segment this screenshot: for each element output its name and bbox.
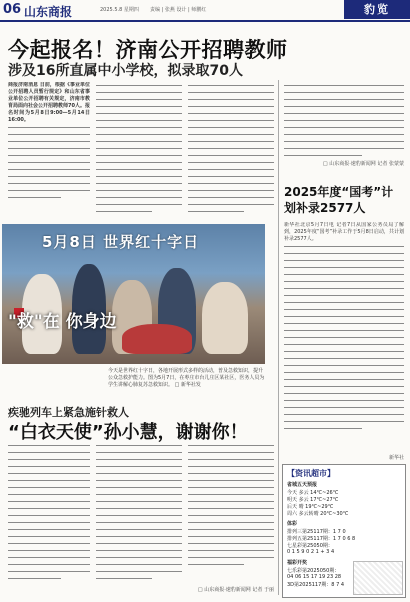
main-story-lead: 商报济南消息 日前，根据《事业单位公开招聘人员暂行规定》和山东省事业单位公开招聘有关规定，济南市教育局面向社会公开招聘教师70人。报名时间为5月8日9:00—5月14日16:00。: [8, 82, 90, 123]
welfare-lottery-row: 七乐彩第2025050期：: [287, 568, 340, 574]
body-text-lines: [284, 82, 404, 159]
main-subhead: 涉及16所直属中小学校，拟录取70人: [8, 63, 243, 79]
weather-row: 周六 多云转晴 20℃~30℃: [287, 511, 349, 517]
lottery-title: 体彩: [287, 521, 298, 527]
sidebar-headline: 2025年度“国考”计划补录2577人: [284, 185, 394, 215]
main-story-byline: □ 山东商报·速豹新闻网 记者 张蒙蒙: [322, 161, 404, 167]
main-story-column-4: [284, 82, 404, 172]
welfare-lottery-title: 福彩开奖: [287, 560, 308, 566]
body-text-lines: [96, 82, 182, 215]
editor-credits: 责编 | 张燕 设计 | 师鹏红: [150, 7, 207, 13]
story2-column-2: [96, 442, 182, 592]
story2-kicker: 疾驰列车上紧急施针救人: [8, 406, 129, 419]
page-number: 06: [3, 2, 22, 17]
info-box: [282, 464, 406, 598]
weather-row: 今天 多云 14℃~26℃: [287, 490, 339, 496]
masthead-rule: [0, 20, 410, 22]
issue-date: 2025.5.8 星期四: [100, 7, 139, 13]
info-box-title: 【资讯超市】: [287, 469, 335, 478]
body-text-lines: [8, 124, 90, 201]
body-text-lines: [188, 82, 274, 215]
section-title: 山东商报: [24, 5, 73, 19]
lottery-row: 排列五第25117期：1 7 0 6 8: [287, 536, 356, 542]
photo-banner-text: 5月8日 世界红十字日: [42, 233, 200, 251]
masthead: [0, 0, 410, 20]
body-text-lines: [8, 442, 90, 582]
sidebar-story: [284, 222, 404, 452]
brand-badge: 豹览: [344, 0, 410, 19]
weather-title: 省城五天预报: [287, 482, 318, 488]
lottery-row: 排列三第25117期：1 7 0: [287, 529, 346, 535]
weather-row: 明天 多云 17℃~27℃: [287, 497, 339, 503]
story2-column-3: [188, 442, 274, 582]
main-story-column-2: [96, 82, 182, 222]
story2-byline: □ 山东商报·速豹新闻网 记者 于丽: [197, 587, 274, 593]
decorative-seal-graphic: [353, 561, 403, 595]
main-story-column-3: [188, 82, 274, 222]
main-story-column-1: [8, 82, 90, 222]
photo-overlay-title: "救"在 你身边: [8, 312, 117, 332]
story2-column-1: [8, 442, 90, 592]
sidebar-byline: 新华社: [388, 455, 404, 461]
lottery-row: 七星彩第25050期：: [287, 543, 333, 549]
photo-caption: 今天是世界红十字日，各地开展形式多样的活动，普及急救知识，提升公众急救护能力。图为5月7日，在枣庄市台儿庄区某社区，医务人员为学生讲解心肺复苏急救知识。 □ 新华社发: [108, 368, 265, 388]
welfare-lottery-row: 3D第2025117期：8 7 4: [287, 582, 345, 588]
story2-headline: “白衣天使”孙小慧，谢谢你！: [8, 422, 248, 443]
news-photo-red-cross-day: [2, 224, 265, 364]
body-text-lines: [188, 442, 274, 568]
weather-row: 后天 晴 19℃~29℃: [287, 504, 334, 510]
body-text-lines: [284, 243, 404, 432]
column-divider: [278, 80, 279, 595]
sidebar-lead: 新华社北京5月7日电 记者7日从国家公务员局了解到，2025年度“国考”补录工作于5月8日启动，共计划补录2577人。: [284, 222, 404, 242]
main-headline: 今起报名！济南公开招聘教师: [8, 38, 288, 62]
welfare-lottery-row: 04 06 15 17 19 23 28: [287, 574, 342, 580]
body-text-lines: [96, 442, 182, 582]
lottery-row: 0 1 5 9 0 2 1 + 3 4: [287, 549, 335, 555]
